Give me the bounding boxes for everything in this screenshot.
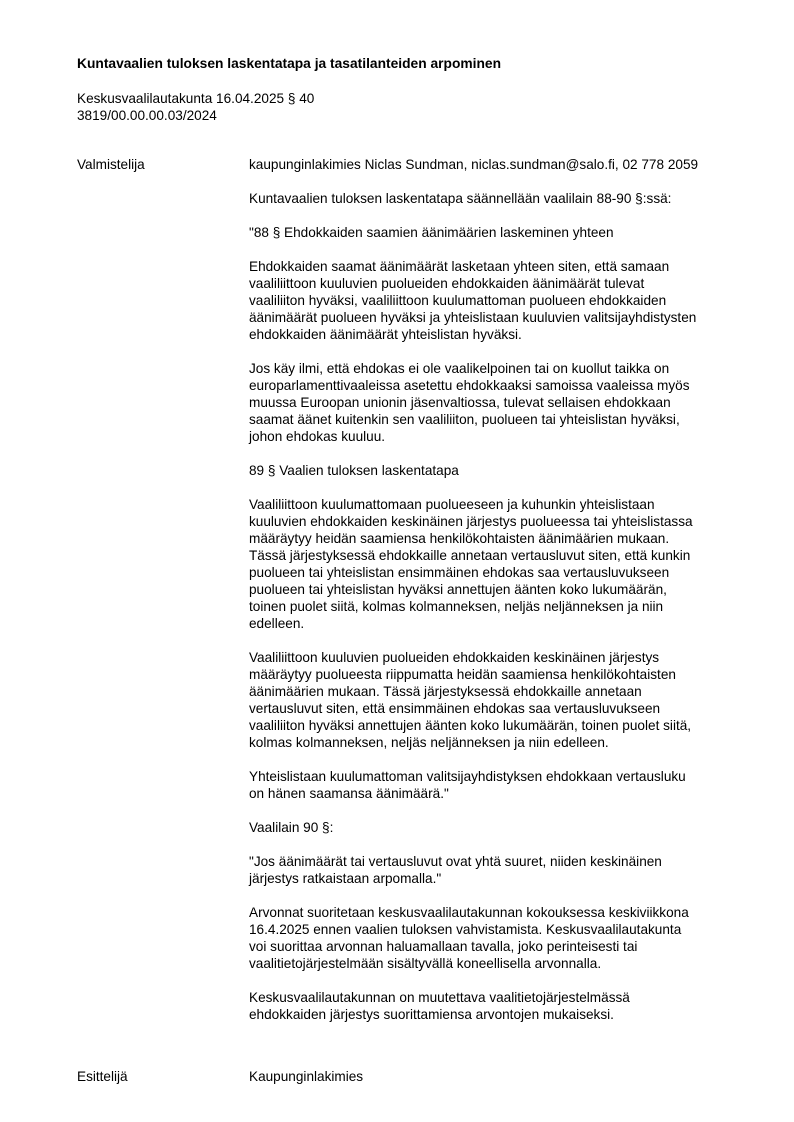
paragraph-line: äänimäärien mukaan. Tässä järjestyksessä ehdokkaille annetaan [249, 684, 642, 699]
paragraph-line: saamat äänet kuitenkin sen vaaliliiton, puolueen tai yhteislistan hyväksi, [249, 412, 680, 427]
paragraph-line: vertausluvut siten, että ensimmäinen ehdokas saa vertausluvukseen [249, 701, 661, 716]
record-id: 3819/00.00.00.03/2024 [77, 108, 217, 123]
meeting-reference: Keskusvaalilautakunta 16.04.2025 § 40 [77, 91, 315, 106]
document-title: Kuntavaalien tuloksen laskentatapa ja tasatilanteiden arpominen [77, 56, 501, 71]
paragraph-line: kolmas kolmanneksen, neljäs neljänneksen ja niin edelleen. [249, 735, 609, 750]
paragraph-line: vaaliliiton hyväksi annettujen äänten koko lukumäärän, toinen puolet siitä, [249, 718, 692, 733]
paragraph [249, 496, 739, 632]
paragraph [249, 462, 739, 479]
paragraph-line: toinen puolet siitä, kolmas kolmanneksen, neljäs neljänneksen ja niin [249, 599, 664, 614]
paragraph-line: edelleen. [249, 616, 305, 631]
paragraph-line: Vaaliliittoon kuuluvien puolueiden ehdokkaiden keskinäinen järjestys [249, 650, 660, 665]
paragraph-line: määräytyy puolueesta riippumatta heidän saamiensa henkilökohtaisten [249, 667, 676, 682]
paragraph-line: ehdokkaiden äänimäärät yhteislistan hyväksi. [249, 327, 522, 342]
paragraph [249, 989, 739, 1023]
paragraph-line: määräytyy heidän saamiensa henkilökohtaisten äänimäärien mukaan. [249, 531, 670, 546]
esittelija-value: Kaupunginlakimies [249, 1069, 364, 1084]
paragraph-line: puolueen tai yhteislistan ensimmäinen ehdokas saa vertausluvukseen [249, 565, 670, 580]
esittelija-label: Esittelijä [77, 1069, 128, 1084]
paragraph-line: on hänen saamansa äänimäärä." [249, 786, 449, 801]
paragraph [249, 360, 739, 445]
paragraph-line: Keskusvaalilautakunnan on muutettava vaalitietojärjestelmässä [249, 990, 630, 1005]
paragraph [249, 768, 739, 802]
paragraph-line: äänimäärät puolueen hyväksi ja yhteislistaan kuuluvien valitsijayhdistysten [249, 310, 697, 325]
paragraph [249, 190, 739, 207]
valmistelija-label: Valmistelija [77, 157, 145, 172]
paragraph-line: Tässä järjestyksessä ehdokkaille annetaan vertausluvut siten, että kunkin [249, 548, 691, 563]
paragraph-line: voi suorittaa arvonnan haluamallaan tavalla, joko perinteisesti tai [249, 939, 638, 954]
paragraph-line: ehdokkaiden järjestys suorittamiensa arvontojen mukaiseksi. [249, 1007, 614, 1022]
paragraph-line: muussa Euroopan unionin jäsenvaltiossa, tulevat sellaisen ehdokkaan [249, 395, 671, 410]
paragraph-line: vaaliliittoon kuuluvien puolueiden ehdokkaiden äänimäärät tulevat [249, 276, 645, 291]
paragraph [249, 649, 739, 751]
paragraph-line: "88 § Ehdokkaiden saamien äänimäärien laskeminen yhteen [249, 225, 614, 240]
paragraph-line: europarlamenttivaaleissa asetettu ehdokkaaksi samoissa vaaleissa myös [249, 378, 690, 393]
paragraph [249, 904, 739, 972]
paragraph-line: Vaaliliittoon kuulumattomaan puolueeseen ja kuhunkin yhteislistaan [249, 497, 655, 512]
paragraph-line: Vaalilain 90 §: [249, 820, 334, 835]
paragraph-line: Ehdokkaiden saamat äänimäärät lasketaan yhteen siten, että samaan [249, 259, 670, 274]
paragraph-line: 16.4.2025 ennen vaalien tuloksen vahvistamista. Keskusvaalilautakunta [249, 922, 682, 937]
main-content [249, 156, 739, 1040]
paragraph [249, 853, 739, 887]
paragraph-line: vaaliliiton hyväksi, vaaliliittoon kuulumattoman puolueen ehdokkaiden [249, 293, 667, 308]
document-meta [77, 90, 314, 124]
body-paragraphs [249, 190, 739, 1023]
paragraph [249, 224, 739, 241]
paragraph-line: vaalitietojärjestelmään sisältyvällä koneellisella arvonnalla. [249, 956, 602, 971]
paragraph-line: Kuntavaalien tuloksen laskentatapa säännellään vaalilain 88-90 §:ssä: [249, 191, 672, 206]
paragraph-line: johon ehdokas kuuluu. [249, 429, 386, 444]
valmistelija-value: kaupunginlakimies Niclas Sundman, niclas.sundman@salo.fi, 02 778 2059 [249, 157, 699, 172]
paragraph-line: "Jos äänimäärät tai vertausluvut ovat yhtä suuret, niiden keskinäinen [249, 854, 662, 869]
paragraph-line: järjestys ratkaistaan arpomalla." [249, 871, 442, 886]
paragraph [249, 819, 739, 836]
paragraph [249, 258, 739, 343]
paragraph-line: puolueen tai yhteislistan hyväksi annettujen äänten koko lukumäärän, [249, 582, 667, 597]
paragraph-line: Jos käy ilmi, että ehdokas ei ole vaalikelpoinen tai on kuollut taikka on [249, 361, 670, 376]
paragraph-line: 89 § Vaalien tuloksen laskentatapa [249, 463, 459, 478]
paragraph-line: Arvonnat suoritetaan keskusvaalilautakunnan kokouksessa keskiviikkona [249, 905, 689, 920]
paragraph-line: kuuluvien ehdokkaiden keskinäinen järjestys puolueessa tai yhteislistassa [249, 514, 693, 529]
paragraph-line: Yhteislistaan kuulumattoman valitsijayhdistyksen ehdokkaan vertausluku [249, 769, 686, 784]
